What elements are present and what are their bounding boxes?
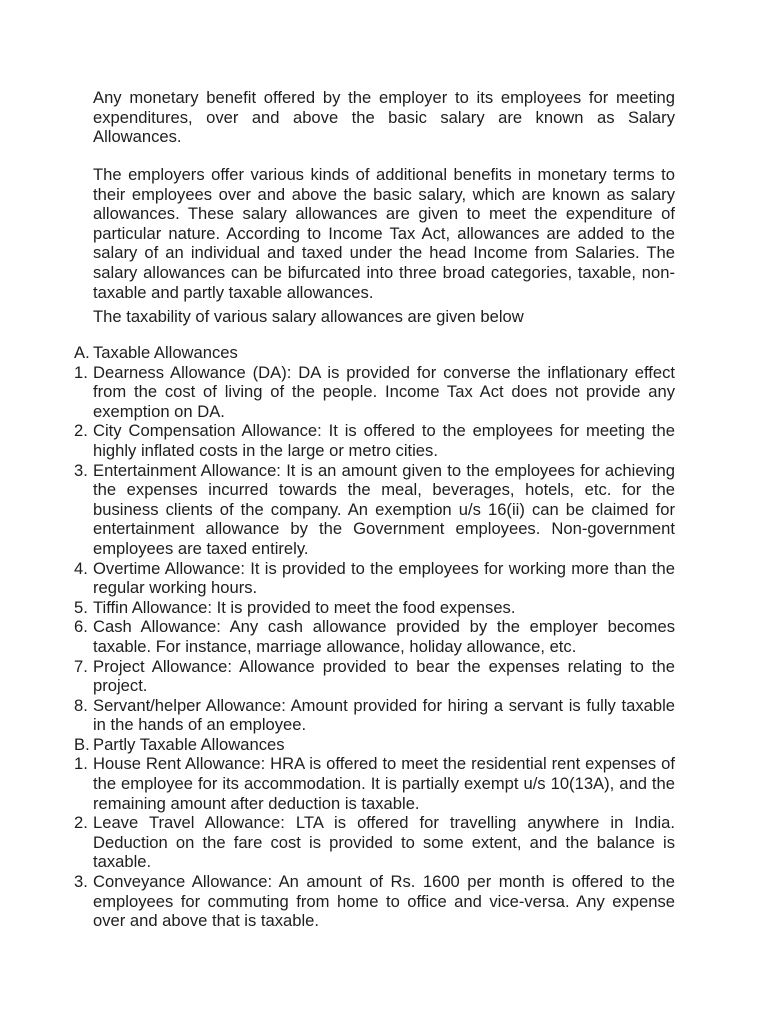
list-item: [0, 696, 675, 735]
list-marker: 1.: [74, 754, 88, 774]
list-item: [0, 813, 675, 872]
list-item: [0, 559, 675, 598]
list-marker: 6.: [74, 617, 88, 637]
list-item-text: House Rent Allowance: HRA is offered to meet the residential rent expenses of the employee for its accommodation. It is partially exempt u/s 10(13A), and the remaining amount after deduction is taxable.: [93, 754, 675, 813]
list-item: [0, 461, 675, 559]
list-item-text: Tiffin Allowance: It is provided to meet the food expenses.: [93, 597, 516, 617]
list-marker: 4.: [74, 558, 88, 578]
description-paragraph: The employers offer various kinds of additional benefits in monetary terms to their employees over and above the basic salary, which are known as salary allowances. These salary allowances are given to meet the expenditure of particular nature. According to Income Tax Act, allowances are added to the salary of an individual and taxed under the head Income from Salaries. The salary allowances can be bifurcated into three broad categories, taxable, non-taxable and partly taxable allowances.: [93, 165, 675, 302]
list-item-text: Entertainment Allowance: It is an amount given to the employees for achieving the expenses incurred towards the meal, beverages, hotels, etc. for the business clients of the company. An exemption u/s 16(ii) can be claimed for entertainment allowance by the Government employees. Non-government employees are taxed entirely.: [93, 460, 675, 558]
list-item: [0, 872, 675, 931]
taxability-intro: The taxability of various salary allowances are given below: [93, 307, 524, 326]
section-heading: Partly Taxable Allowances: [93, 734, 285, 754]
list-marker: 2.: [74, 813, 88, 833]
list-item: [0, 421, 675, 460]
list-marker: 8.: [74, 695, 88, 715]
section-heading: Taxable Allowances: [93, 343, 238, 362]
list-marker: 1.: [74, 362, 88, 382]
list-marker: 2.: [74, 421, 88, 441]
list-item-text: Servant/helper Allowance: Amount provided for hiring a servant is fully taxable in the hands of an employee.: [93, 695, 675, 735]
list-item-text: Dearness Allowance (DA): DA is provided for converse the inflationary effect from the cost of living of the people. Income Tax Act does not provide any exemption on DA.: [93, 362, 675, 421]
list-item: [0, 657, 675, 696]
list-item: [0, 598, 675, 618]
list-marker: 7.: [74, 656, 88, 676]
list-marker: 5.: [74, 597, 88, 617]
list-item-text: Overtime Allowance: It is provided to the employees for working more than the regular working hours.: [93, 558, 675, 598]
list-item: [0, 754, 675, 813]
list-marker: 3.: [74, 872, 88, 892]
list-item-text: City Compensation Allowance: It is offered to the employees for meeting the highly inflated costs in the large or metro cities.: [93, 421, 675, 460]
section-heading-partly-taxable: [0, 735, 675, 755]
list-marker: B.: [74, 734, 90, 754]
list-marker: A.: [74, 343, 90, 362]
list-marker: 3.: [74, 460, 88, 480]
list-item: [0, 617, 675, 656]
list-item-text: Conveyance Allowance: An amount of Rs. 1600 per month is offered to the employees for commuting from home to office and vice-versa. Any expense over and above that is taxable.: [93, 872, 675, 931]
intro-paragraph: Any monetary benefit offered by the employer to its employees for meeting expenditures, over and above the basic salary are known as Salary Allowances.: [93, 88, 675, 147]
allowance-list: [0, 343, 768, 931]
list-item-text: Leave Travel Allowance: LTA is offered for travelling anywhere in India. Deduction on the fare cost is provided to some extent, and the balance is taxable.: [93, 813, 675, 872]
section-heading-taxable: [0, 343, 675, 363]
list-item: [0, 363, 675, 422]
list-item-text: Cash Allowance: Any cash allowance provided by the employer becomes taxable. For instance, marriage allowance, holiday allowance, etc.: [93, 617, 675, 656]
list-item-text: Project Allowance: Allowance provided to bear the expenses relating to the project.: [93, 656, 675, 696]
